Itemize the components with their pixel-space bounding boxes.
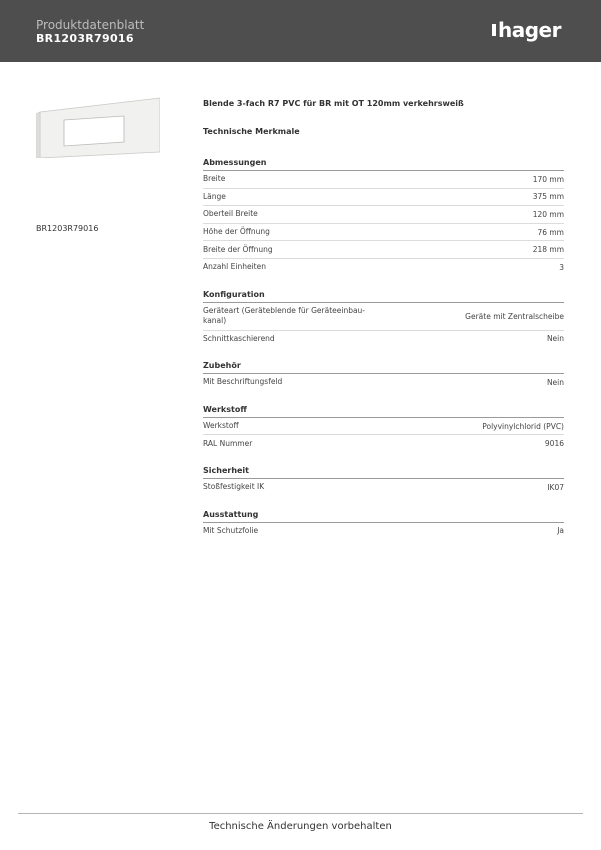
section-title: Zubehör	[203, 359, 564, 374]
spec-row-breite-oeffnung	[203, 241, 564, 259]
section-title: Sicherheit	[203, 464, 564, 479]
spec-row-ral-nummer	[203, 435, 564, 452]
section-title: Werkstoff	[203, 403, 564, 418]
spec-value: IK07	[547, 482, 564, 492]
spec-label: RAL Nummer	[203, 438, 253, 448]
spec-label: Schnittkaschierend	[203, 333, 275, 343]
spec-value: 170 mm	[532, 174, 564, 184]
spec-row-schnittkaschierend	[203, 331, 564, 348]
spec-value: 120 mm	[532, 209, 564, 219]
section-sicherheit	[203, 464, 564, 496]
spec-label: Stoßfestigkeit IK	[203, 482, 265, 492]
spec-value: Nein	[546, 334, 564, 344]
spec-label: Mit Beschriftungsfeld	[203, 377, 283, 387]
spec-row-breite	[203, 171, 564, 189]
brand-logo	[492, 18, 561, 42]
spec-label: Breite	[203, 174, 226, 184]
logo-mark-icon	[492, 24, 496, 36]
spec-row-anzahl-einheiten	[203, 259, 564, 276]
spec-label: Länge	[203, 191, 226, 201]
spec-value: Ja	[557, 526, 564, 536]
section-abmessungen	[203, 156, 564, 276]
spec-value: 375 mm	[532, 192, 564, 202]
spec-row-stossfestigkeit	[203, 479, 564, 496]
spec-label: Breite der Öffnung	[203, 244, 273, 254]
spec-row-beschriftungsfeld	[203, 374, 564, 391]
spec-label: Anzahl Einheiten	[203, 262, 266, 272]
spec-value: 76 mm	[537, 227, 564, 237]
spec-subtitle: Technische Merkmale	[203, 127, 300, 136]
spec-value: Nein	[546, 377, 564, 387]
spec-value: Polyvinylchlorid (PVC)	[482, 421, 564, 431]
spec-value: 3	[559, 262, 564, 272]
section-title: Konfiguration	[203, 288, 564, 303]
brand-name: hager	[498, 18, 561, 42]
section-werkstoff	[203, 403, 564, 452]
section-title: Abmessungen	[203, 156, 564, 171]
header-product-code: BR1203R79016	[36, 32, 134, 45]
footer-disclaimer: Technische Änderungen vorbehalten	[209, 821, 392, 832]
product-title: Blende 3-fach R7 PVC für BR mit OT 120mm verkehrsweiß	[203, 99, 464, 108]
product-image	[36, 96, 160, 158]
section-zubehoer	[203, 359, 564, 391]
section-title: Ausstattung	[203, 508, 564, 523]
sidebar-product-code: BR1203R79016	[36, 224, 99, 233]
spec-value: 9016	[544, 439, 564, 449]
spec-label: Mit Schutzfolie	[203, 525, 259, 535]
spec-row-schutzfolie	[203, 523, 564, 540]
spec-label: Geräteart (Geräteblende für Geräteeinbau-kanal)	[203, 306, 366, 326]
spec-row-werkstoff	[203, 418, 564, 436]
section-ausstattung	[203, 508, 564, 540]
spec-row-oberteil-breite	[203, 206, 564, 224]
spec-value: Geräte mit Zentralscheibe	[465, 311, 564, 321]
section-konfiguration	[203, 288, 564, 348]
spec-value: 218 mm	[532, 245, 564, 255]
spec-label: Oberteil Breite	[203, 209, 258, 219]
document-type: Produktdatenblatt	[36, 18, 145, 32]
spec-row-geraeteart	[203, 303, 564, 331]
spec-label: Höhe der Öffnung	[203, 227, 270, 237]
footer-divider	[18, 813, 583, 814]
spec-label: Werkstoff	[203, 421, 239, 431]
spec-row-hoehe-oeffnung	[203, 224, 564, 242]
spec-content	[203, 98, 564, 551]
spec-row-laenge	[203, 189, 564, 207]
page-header	[0, 0, 601, 62]
